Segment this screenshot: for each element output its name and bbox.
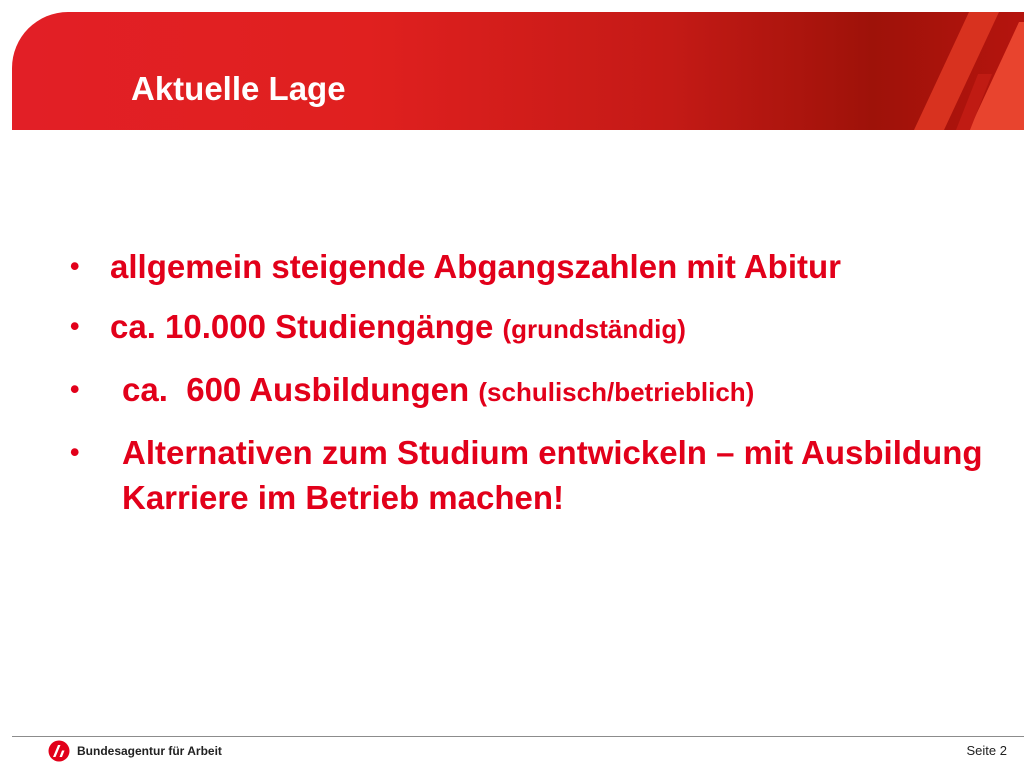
bullet-item [70,430,990,520]
bullet-marker: • [70,374,80,404]
bullet-item [70,367,990,415]
bullet-text: Alternativen zum Studium entwickeln – mit Ausbildung Karriere im Betrieb machen! [122,434,983,516]
ba-logo-icon [48,740,70,762]
bullet-text: ca. 10.000 Studiengänge [110,308,494,345]
bullet-marker: • [70,437,80,467]
footer-divider [12,736,1024,737]
slide-title: Aktuelle Lage [131,70,346,107]
bullet-item [70,304,990,352]
bullet-note: (grundständig) [502,314,686,344]
bullet-text: allgemein steigende Abgangszahlen mit Abitur [110,248,841,285]
bullet-text: ca. 600 Ausbildungen [122,371,470,408]
bullet-marker: • [70,251,80,281]
bullet-note: (schulisch/betrieblich) [478,377,755,407]
page-number: Seite 2 [966,743,1007,758]
ba-a-logo-icon [874,12,1024,130]
bullet-marker: • [70,311,80,341]
footer-logo [48,740,222,762]
header-banner [12,12,1024,130]
organization-name: Bundesagentur für Arbeit [77,744,222,758]
bullet-item [70,244,990,289]
bullet-list [70,244,990,535]
